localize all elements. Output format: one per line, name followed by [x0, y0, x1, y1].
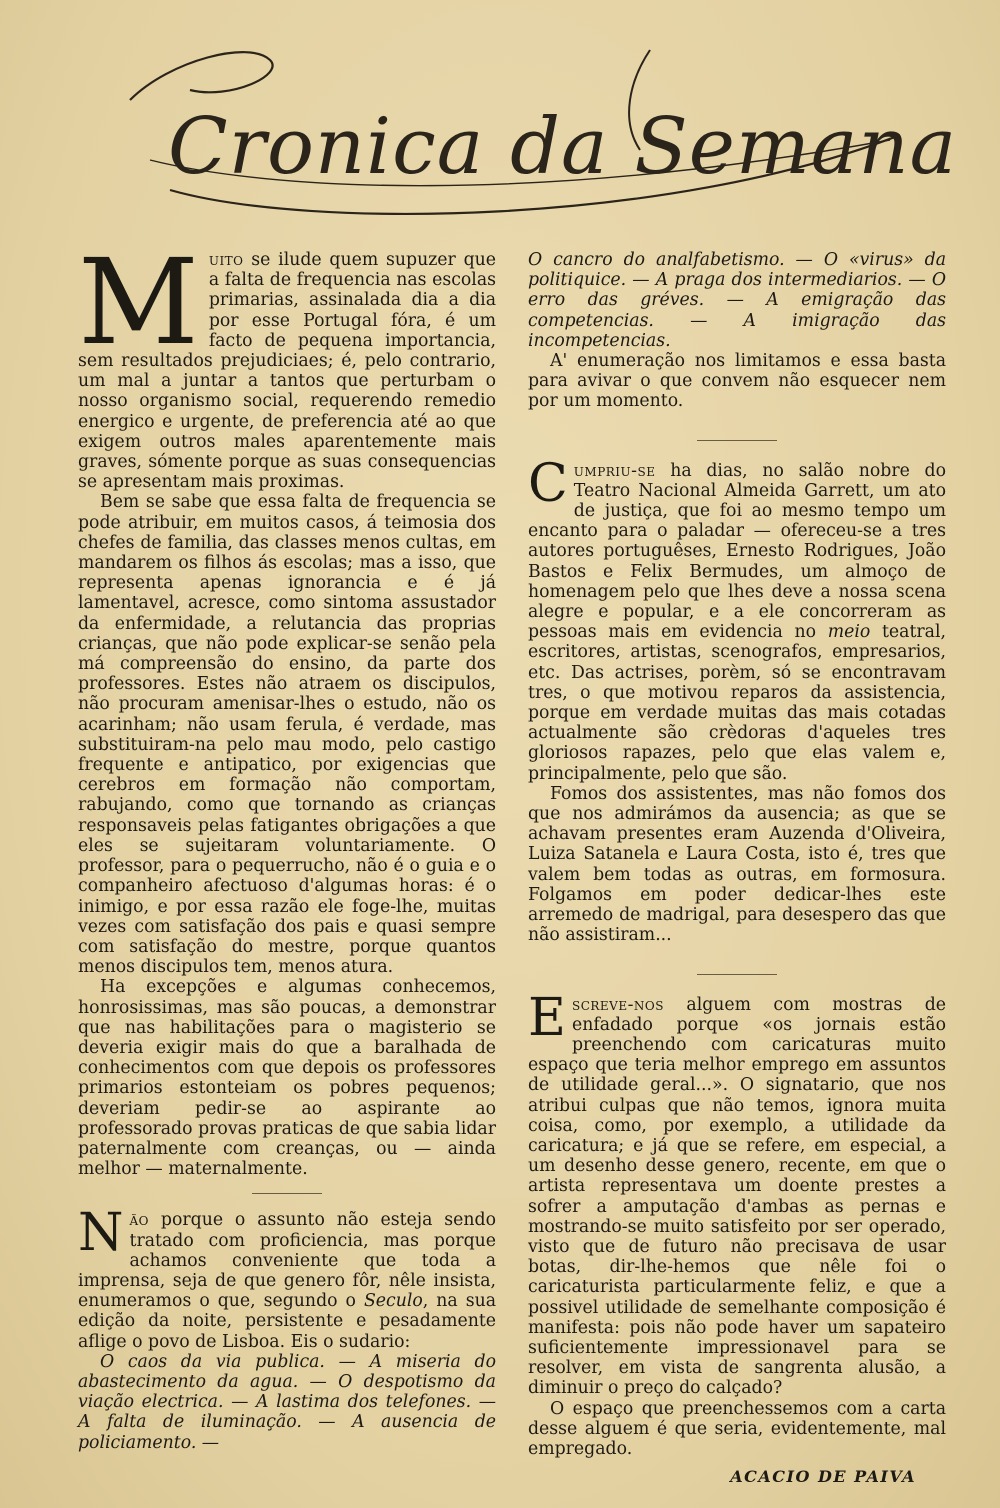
article-caricatura: [528, 987, 946, 1399]
left-column: [78, 233, 496, 1453]
paragraph-2: Bem se sabe que essa falta de frequencia se pode atribuir, em muitos casos, á teimosia dos chefes de familia, das classes menos cultas, em mandarem os filhos ás escolas; mas a isso, que representa apenas ignorancia e é já lamentavel, acresce, como sintoma assustador da enfermidade, a relutancia das proprias crianças, que não pode explicar-se senão pela má compreensão do ensino, da parte dos professores. Estes não atraem os discipulos, não procuram amenisar-lhes o estudo, não os acarinham; não usam ferula, é verdade, mas substituiram-na pelo mau modo, pelo castigo frequente e antipatico, por exigencias que cerebros em formação não comportam, rabujando, como que tornando as crianças responsaveis pelas fatigantes obrigações a que eles se sujeitaram voluntariamente. O professor, para o pequerrucho, não é o guia e o companheiro afectuoso d'algumas horas: é o inimigo, e por essa razão ele foge-lhe, muitas vezes com satisfação dos pais e quasi sempre com satisfação do mestre, porque quantos menos discipulos tem, menos atura.: [78, 492, 496, 978]
right-column: [528, 250, 946, 1487]
paragraph-4: ão porque o assunto não esteja sendo tratado com proficiencia, mas porque achamos conveniente que toda a imprensa, seja de que genero fôr, nêle insista, enumeramos o que, segundo o Seculo, na sua edição da noite, persistente e pesadamente aflige o povo de Lisboa. Eis o sudario:: [78, 1210, 496, 1352]
dropcap-c: C: [528, 453, 568, 514]
paragraph-assistentes: Fomos dos assistentes, mas não fomos dos que nos admirámos da ausencia; as que se achavam presentes eram Auzenda d'Oliveira, Luiza Satanela e Laura Costa, isto é, tres que valem bem todas as outras, em formosura. Folgamos em poder dedicar-lhes este arremedo de madrigal, para desespero das que não assistiram...: [528, 783, 946, 946]
paragraph-enumeracao: A' enumeração nos limitamos e essa basta para avivar o que convem não esquecer nem por um momento.: [528, 351, 946, 412]
section-divider: [252, 1193, 322, 1194]
page-title: Cronica da Semana: [168, 102, 958, 192]
article-almoco: [528, 453, 946, 784]
article-analfabetismo: [78, 233, 496, 493]
article-sudario: [78, 1203, 496, 1352]
paragraph-list-continued: O cancro do analfabetismo. — O «virus» da politiquice. — A praga dos intermediarios. — O erro das gréves. — A emigração das competencias. — A imigração das incompetencias.: [528, 250, 946, 351]
paragraph-espaco: O espaço que preenchessemos com a carta desse alguem é que seria, evidentemente, mal empregado.: [528, 1398, 946, 1459]
paragraph-3: Ha excepções e algumas conhecemos, honrosissimas, mas são poucas, a demonstrar que nas habilitações para o magisterio se deveria exigir mais do que a baralhada de conhecimentos com que depois os professores primarios estonteiam os pobres pequenos; deveriam pedir-se ao aspirante ao professorado provas praticas de que sabia lidar paternalmente com creanças, ou — ainda melhor — maternalmente.: [78, 977, 496, 1180]
paragraph-1: uito se ilude quem supuzer que a falta de frequencia nas escolas primarias, assinalada dia a dia por esse Portugal fóra, é um facto de pequena importancia, sem resultados prejudiciaes; é, pelo contrario, um mal a juntar a tantos que perturbam o nosso organismo social, requerendo remedio energico e urgente, de preferencia até ao que exigem outros males aparentemente mais graves, sómente porque as suas consequencias se apresentam mais proximas.: [78, 250, 496, 493]
paragraph-almoco: umpriu-se ha dias, no salão nobre do Teatro Nacional Almeida Garrett, um ato de justiça, que foi ao mesmo tempo um encanto para o paladar — ofereceu-se a tres autores portuguêses, Ernesto Rodrigues, João Bastos e Felix Bermudes, um almoço de homenagem pelo que lhes deve a nossa scena alegre e popular, e a ele concorreram as pessoas mais em evidencia no meio teatral, escritores, artistas, scenografos, empresarios, etc. Das actrises, porèm, só se encontravam tres, o que motivou reparos da assistencia, porque em verdade muitas das mais cotadas actualmente são crèdoras d'aqueles tres gloriosos rapazes, pelo que elas valem e, principalmente, pelo que são.: [528, 460, 946, 784]
author-signature: ACACIO DE PAIVA: [730, 1467, 916, 1487]
title-block: [110, 40, 958, 230]
dropcap-e: E: [528, 987, 566, 1048]
dropcap-n: N: [78, 1203, 124, 1264]
section-divider: [697, 440, 777, 441]
paragraph-5-list: O caos da via publica. — A miseria do abastecimento da agua. — O despotismo da viação electrica. — A lastima dos telefones. — A falta de iluminação. — A ausencia de policiamento. —: [78, 1351, 496, 1453]
dropcap-m: M: [78, 233, 199, 371]
paragraph-caricatura: screve-nos alguem com mostras de enfadado porque «os jornais estão preenchendo com caricaturas muito espaço que teria melhor emprego em assuntos de utilidade geral...». O signatario, que nos atribui culpas que não temos, ignora muita coisa, como, por exemplo, a utilidade da caricatura; e já que se refere, em especial, a um desenho desse genero, recente, em que o artista representava um doente prestes a sofrer a amputação d'ambas as pernas e mostrando-se muito satisfeito por ser operado, visto que de futuro não precisava de usar botas, dir-lhe-hemos que nêle foi o caricaturista particularmente feliz, e que a possivel utilidade de semelhante composição é manifesta: pois não pode haver um sapateiro suficientemente impressionavel para se resolver, em vista de sangrenta alusão, a diminuir o preço do calçado?: [528, 994, 946, 1399]
section-divider: [697, 974, 777, 975]
